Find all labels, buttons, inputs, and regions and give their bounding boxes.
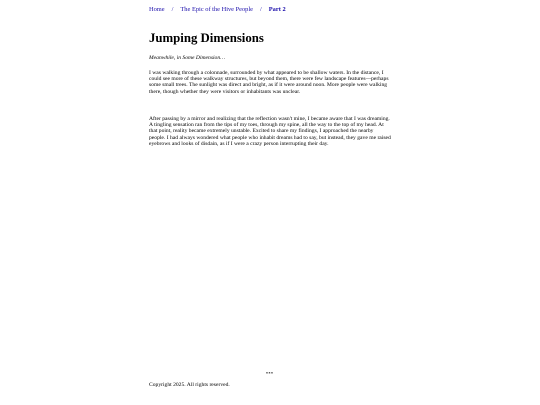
breadcrumb-separator: / bbox=[260, 6, 262, 13]
intro-text: Meanwhile, in Some Dimension… bbox=[149, 55, 226, 61]
breadcrumb bbox=[149, 6, 286, 14]
breadcrumb-current: Part 2 bbox=[268, 6, 286, 13]
paragraph-1: I was walking through a colonnade, surrounded by what appeared to be shallow waters. In the distance, I could see more of these walkway structures, but beyond them, there were few landscape features—perhaps some small trees. The sunlight was direct and bright, as if it were around noon. More people were walking there, though whether they were visitors or inhabitants was unclear. bbox=[149, 70, 389, 95]
breadcrumb-home-link[interactable]: Home bbox=[149, 6, 165, 13]
footer-divider: *** bbox=[266, 371, 274, 376]
paragraph-2: After passing by a mirror and realizing that the reflection wasn't mine, I became aware that I was dreaming. A tingling sensation ran from the tips of my toes, through my spine, all the way to the top of my head. At that point, reality became extremely unstable. Excited to share my findings, I approached the nearby people. I had always wondered what people who inhabit dreams had to say, but instead, they gave me raised eyebrows and looks of disdain, as if I were a crazy person interrupting their day. bbox=[149, 116, 391, 147]
page-title: Jumping Dimensions bbox=[149, 31, 264, 45]
copyright-text: Copyright 2025. All rights reserved. bbox=[149, 382, 230, 388]
breadcrumb-separator: / bbox=[171, 6, 174, 13]
breadcrumb-parent-link[interactable]: The Epic of the Hive People bbox=[180, 6, 253, 13]
